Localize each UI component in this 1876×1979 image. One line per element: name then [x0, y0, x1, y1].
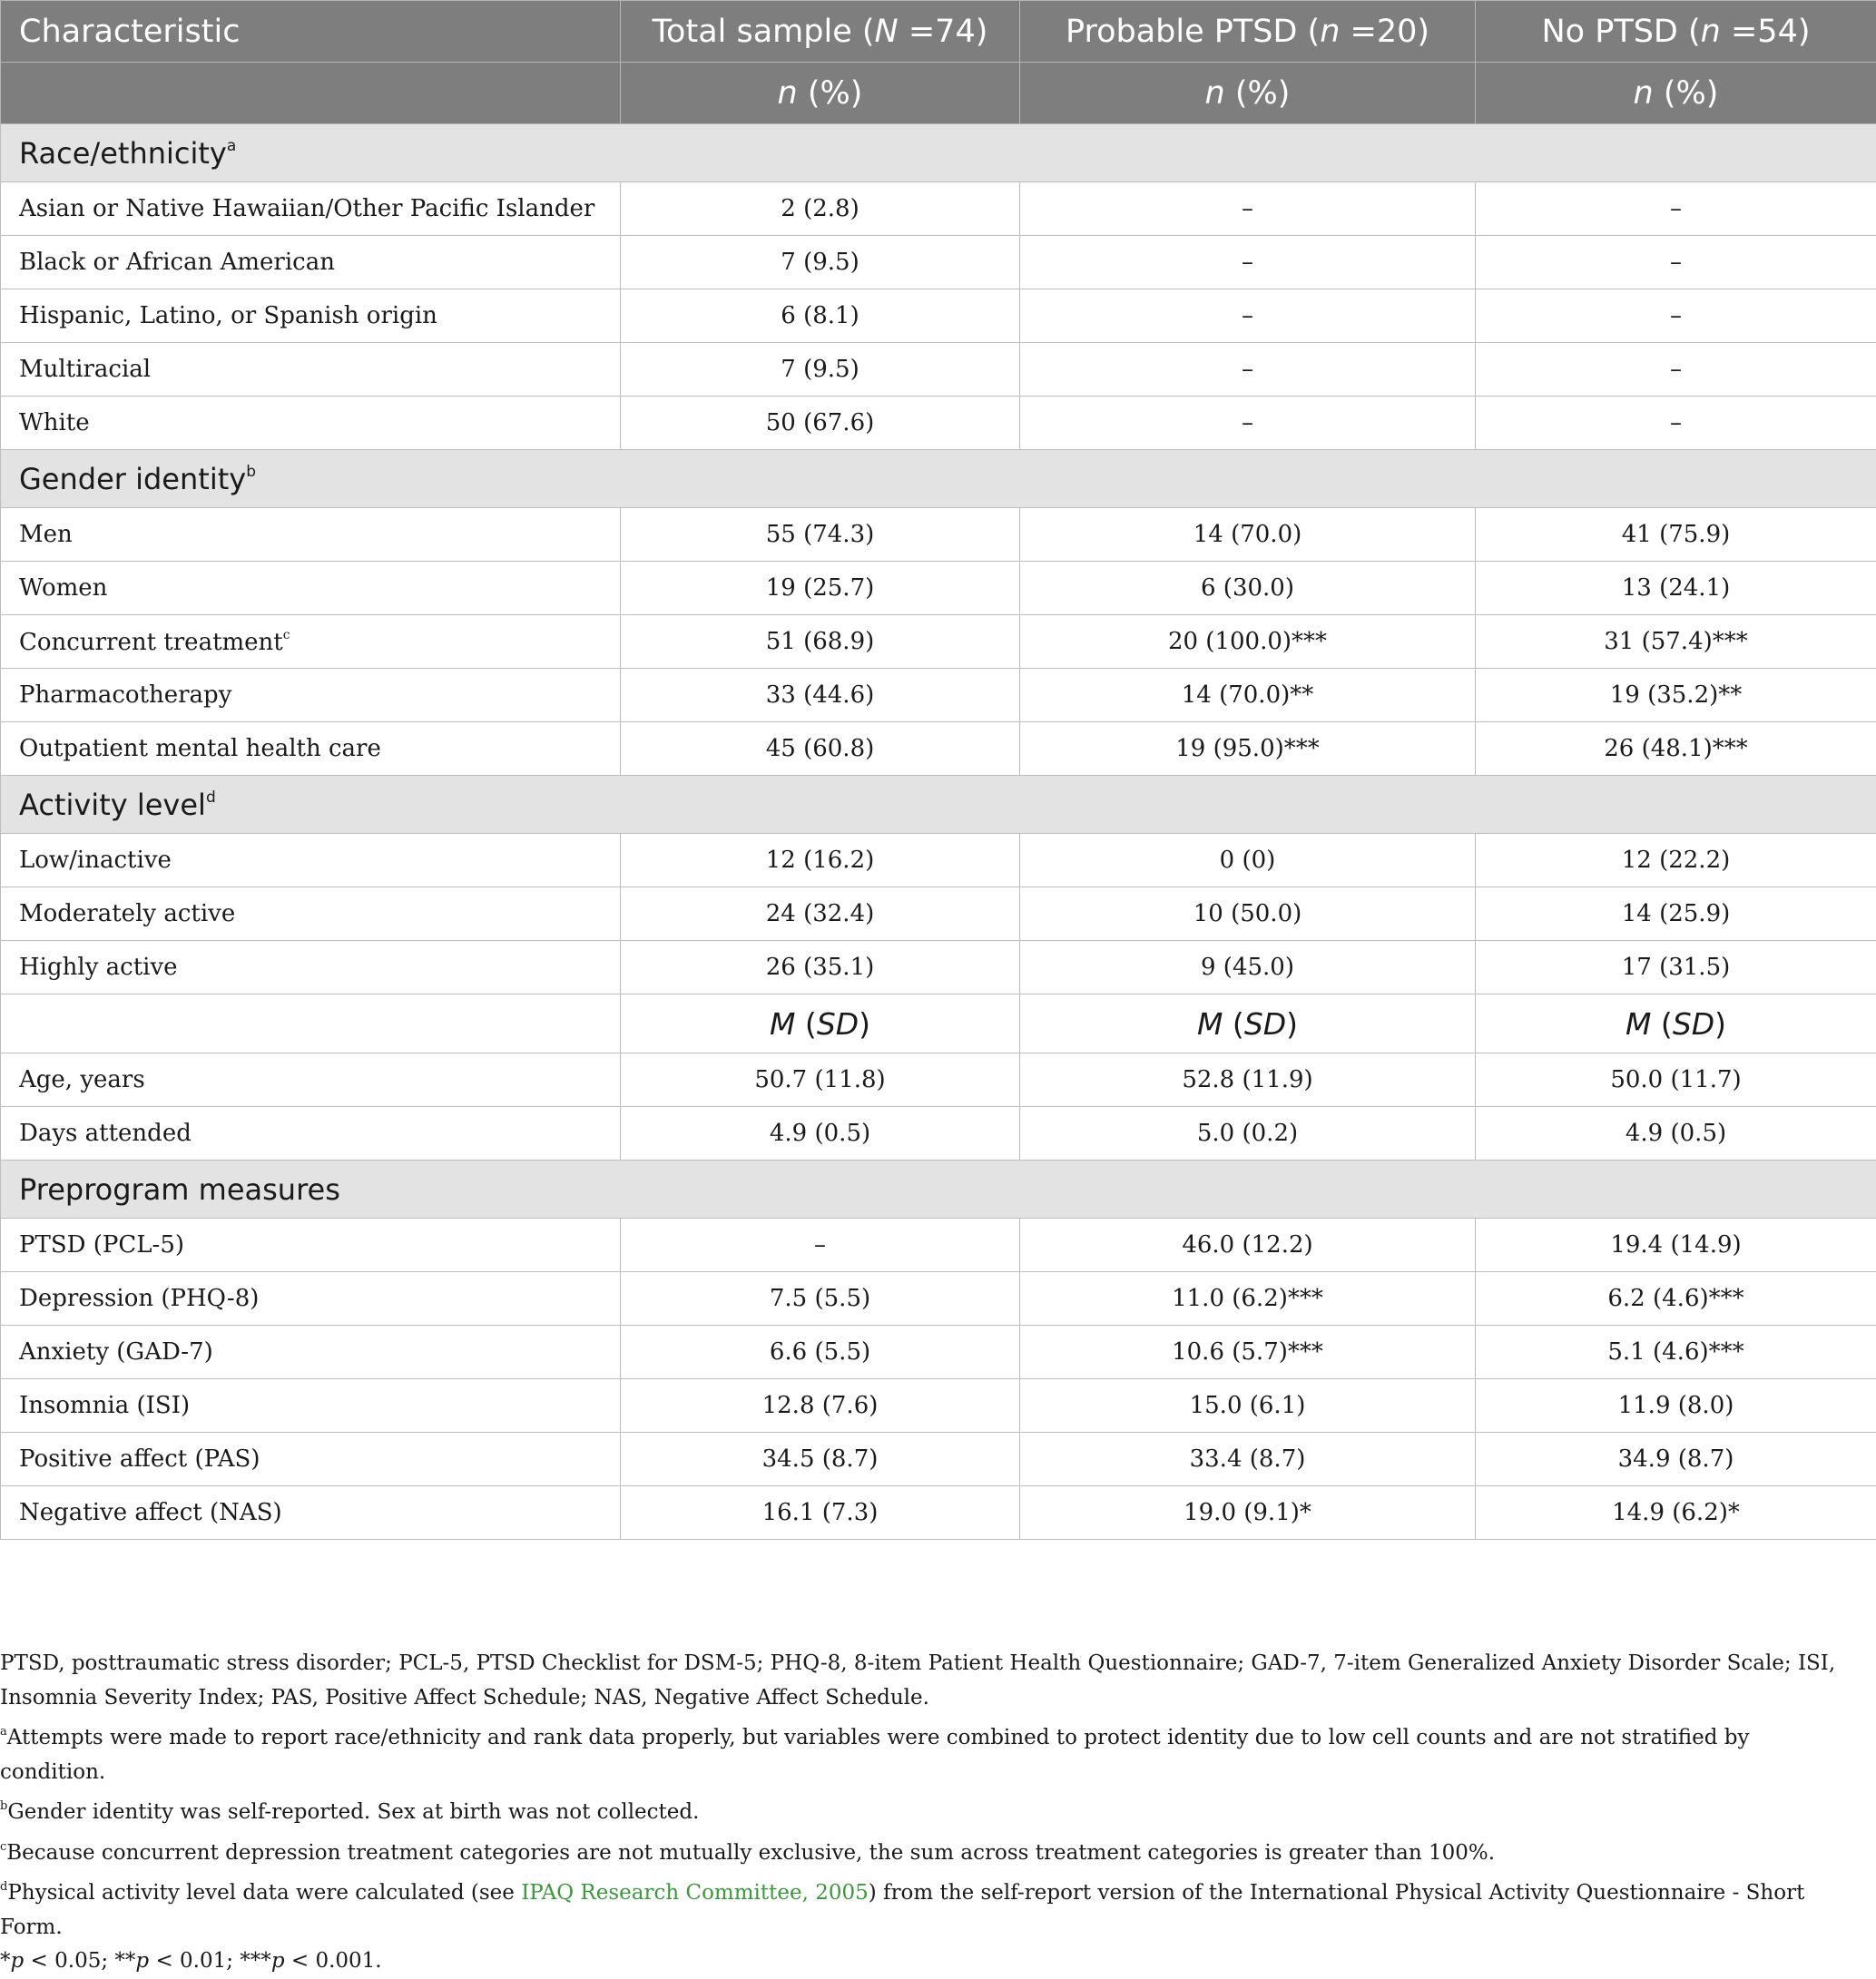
subheader-cell: n (%)	[1476, 63, 1876, 124]
cell-no-ptsd: 17 (31.5)	[1476, 941, 1876, 994]
header-row	[1, 1, 1876, 63]
stat-symbol: n	[1320, 14, 1340, 50]
note-significance	[0, 1945, 1851, 1979]
stat-symbol: M	[1626, 1006, 1651, 1042]
cell-no-ptsd: 13 (24.1)	[1476, 562, 1876, 615]
table-row	[1, 289, 1876, 343]
cell-total: 50.7 (11.8)	[621, 1053, 1020, 1107]
cell-probable-ptsd: –	[1020, 236, 1476, 289]
cell-no-ptsd: 4.9 (0.5)	[1476, 1107, 1876, 1161]
cell-total: 26 (35.1)	[621, 941, 1020, 994]
table-row	[1, 887, 1876, 941]
counts-subheader-row	[1, 63, 1876, 124]
cell-no-ptsd: –	[1476, 397, 1876, 450]
row-label: Low/inactive	[1, 834, 621, 887]
cell-probable-ptsd: 6 (30.0)	[1020, 562, 1476, 615]
stat-symbol: N	[875, 14, 899, 50]
ipaq-reference-link[interactable]: IPAQ Research Committee, 2005	[521, 1881, 869, 1905]
stat-symbol: M	[1197, 1006, 1223, 1042]
note-marker: b	[0, 1799, 7, 1813]
cell-total: 7 (9.5)	[621, 236, 1020, 289]
subheader-cell: n (%)	[621, 63, 1020, 124]
cell-no-ptsd: 6.2 (4.6)***	[1476, 1272, 1876, 1326]
cell-total: 19 (25.7)	[621, 562, 1020, 615]
cell-probable-ptsd: 33.4 (8.7)	[1020, 1433, 1476, 1486]
means-subheader-row	[1, 994, 1876, 1053]
cell-probable-ptsd: 15.0 (6.1)	[1020, 1379, 1476, 1433]
cell-no-ptsd: 19.4 (14.9)	[1476, 1219, 1876, 1272]
cell-total: 6 (8.1)	[621, 289, 1020, 343]
table-row	[1, 343, 1876, 397]
stat-symbol: SD	[1244, 1006, 1286, 1042]
row-label: PTSD (PCL-5)	[1, 1219, 621, 1272]
cell-probable-ptsd: 5.0 (0.2)	[1020, 1107, 1476, 1161]
subheader-empty	[1, 63, 621, 124]
cell-total: 6.6 (5.5)	[621, 1326, 1020, 1379]
note-marker: d	[0, 1880, 7, 1894]
cell-no-ptsd: 41 (75.9)	[1476, 508, 1876, 562]
footnote-marker: d	[206, 789, 216, 807]
cell-no-ptsd: 34.9 (8.7)	[1476, 1433, 1876, 1486]
table-notes	[0, 1647, 1851, 1979]
stat-symbol: p	[271, 1949, 285, 1973]
footnote-marker: c	[283, 628, 290, 642]
cell-no-ptsd: 14.9 (6.2)*	[1476, 1486, 1876, 1540]
row-label: Asian or Native Hawaiian/Other Pacific Islander	[1, 182, 621, 236]
cell-no-ptsd: 12 (22.2)	[1476, 834, 1876, 887]
stat-symbol: p	[11, 1949, 25, 1973]
footnote-marker: a	[227, 137, 236, 155]
cell-total: 12 (16.2)	[621, 834, 1020, 887]
column-header-1: Total sample (N =74)	[621, 1, 1020, 63]
row-label: Positive affect (PAS)	[1, 1433, 621, 1486]
table-row	[1, 1379, 1876, 1433]
row-label: Anxiety (GAD-7)	[1, 1326, 621, 1379]
note-abbreviations: PTSD, posttraumatic stress disorder; PCL-5, PTSD Checklist for DSM-5; PHQ-8, 8-item Patient Health Questionnaire; GAD-7, 7-item Generalized Anxiety Disorder Scale; ISI, Insomnia Severity Index; PAS, Positive Affect Schedule; NAS, Negative Affect Schedule.	[0, 1647, 1851, 1715]
table-row	[1, 397, 1876, 450]
cell-total: 12.8 (7.6)	[621, 1379, 1020, 1433]
column-header-3: No PTSD (n =54)	[1476, 1, 1876, 63]
cell-probable-ptsd: 10 (50.0)	[1020, 887, 1476, 941]
cell-total: 50 (67.6)	[621, 397, 1020, 450]
row-label: Black or African American	[1, 236, 621, 289]
note-b: $^b$Gender identity was self-reported. Sex at birth was not collected.	[0, 1789, 1851, 1830]
table-row	[1, 834, 1876, 887]
table-row	[1, 1486, 1876, 1540]
row-label: Multiracial	[1, 343, 621, 397]
section-row	[1, 776, 1876, 834]
significance-text: *p < 0.05; **p < 0.01; ***p < 0.001.	[0, 1949, 382, 1973]
cell-total: 51 (68.9)	[621, 615, 1020, 669]
subheader-cell: n (%)	[1020, 63, 1476, 124]
cell-total: 34.5 (8.7)	[621, 1433, 1020, 1486]
cell-probable-ptsd: 14 (70.0)	[1020, 508, 1476, 562]
table-row	[1, 1433, 1876, 1486]
row-label: White	[1, 397, 621, 450]
table-row	[1, 236, 1876, 289]
cell-no-ptsd: 14 (25.9)	[1476, 887, 1876, 941]
note-a: $^a$Attempts were made to report race/ethnicity and rank data properly, but variables were combined to protect identity due to low cell counts and are not stratified by condition.	[0, 1715, 1851, 1789]
table-row	[1, 1053, 1876, 1107]
cell-no-ptsd: –	[1476, 289, 1876, 343]
subheader-empty	[1, 994, 621, 1053]
cell-no-ptsd: 26 (48.1)***	[1476, 722, 1876, 776]
stat-symbol: n	[1205, 75, 1225, 112]
section-row	[1, 124, 1876, 182]
cell-probable-ptsd: 46.0 (12.2)	[1020, 1219, 1476, 1272]
cell-probable-ptsd: 9 (45.0)	[1020, 941, 1476, 994]
table-row	[1, 1219, 1876, 1272]
cell-no-ptsd: –	[1476, 343, 1876, 397]
note-marker: c	[0, 1840, 6, 1854]
section-row	[1, 1161, 1876, 1219]
row-label: Pharmacotherapy	[1, 669, 621, 722]
section-title: Preprogram measures	[1, 1161, 1876, 1219]
table-row	[1, 669, 1876, 722]
cell-probable-ptsd: –	[1020, 289, 1476, 343]
cell-total: 7 (9.5)	[621, 343, 1020, 397]
cell-probable-ptsd: 10.6 (5.7)***	[1020, 1326, 1476, 1379]
cell-total: 55 (74.3)	[621, 508, 1020, 562]
row-label: Outpatient mental health care	[1, 722, 621, 776]
column-header-2: Probable PTSD (n =20)	[1020, 1, 1476, 63]
cell-total: 2 (2.8)	[621, 182, 1020, 236]
stat-symbol: SD	[817, 1006, 859, 1042]
cell-no-ptsd: 31 (57.4)***	[1476, 615, 1876, 669]
row-label: Negative affect (NAS)	[1, 1486, 621, 1540]
row-label: Days attended	[1, 1107, 621, 1161]
note-d: $^d$Physical activity level data were calculated (see IPAQ Research Committee, 2005) from the self-report version of the International Physical Activity Questionnaire - Short Form.	[0, 1870, 1851, 1945]
cell-probable-ptsd: 14 (70.0)**	[1020, 669, 1476, 722]
footnote-marker: b	[246, 463, 256, 481]
table-row	[1, 182, 1876, 236]
row-label: Men	[1, 508, 621, 562]
cell-probable-ptsd: 20 (100.0)***	[1020, 615, 1476, 669]
cell-no-ptsd: 5.1 (4.6)***	[1476, 1326, 1876, 1379]
row-label: Moderately active	[1, 887, 621, 941]
row-label: Insomnia (ISI)	[1, 1379, 621, 1433]
cell-total: 24 (32.4)	[621, 887, 1020, 941]
subheader-cell: M (SD)	[1020, 994, 1476, 1053]
cell-total: 45 (60.8)	[621, 722, 1020, 776]
stat-symbol: n	[778, 75, 798, 112]
note-c: $^c$Because concurrent depression treatment categories are not mutually exclusive, the sum across treatment categories is greater than 100%.	[0, 1830, 1851, 1871]
cell-total: 16.1 (7.3)	[621, 1486, 1020, 1540]
cell-probable-ptsd: 0 (0)	[1020, 834, 1476, 887]
table-row	[1, 722, 1876, 776]
section-row	[1, 450, 1876, 508]
table-row	[1, 615, 1876, 669]
stat-symbol: SD	[1673, 1006, 1714, 1042]
section-title: Activity level$^d$	[1, 776, 1876, 834]
table-row	[1, 1326, 1876, 1379]
table-body	[1, 1, 1876, 1540]
note-marker: a	[0, 1725, 7, 1739]
cell-no-ptsd: 50.0 (11.7)	[1476, 1053, 1876, 1107]
cell-probable-ptsd: 19.0 (9.1)*	[1020, 1486, 1476, 1540]
cell-total: –	[621, 1219, 1020, 1272]
table-row	[1, 941, 1876, 994]
cell-probable-ptsd: –	[1020, 343, 1476, 397]
cell-probable-ptsd: –	[1020, 182, 1476, 236]
stat-symbol: n	[1701, 14, 1721, 50]
cell-total: 4.9 (0.5)	[621, 1107, 1020, 1161]
row-label: Age, years	[1, 1053, 621, 1107]
column-header-0: Characteristic	[1, 1, 621, 63]
cell-no-ptsd: 19 (35.2)**	[1476, 669, 1876, 722]
cell-total: 33 (44.6)	[621, 669, 1020, 722]
table-row	[1, 508, 1876, 562]
cell-no-ptsd: –	[1476, 236, 1876, 289]
cell-total: 7.5 (5.5)	[621, 1272, 1020, 1326]
stat-symbol: n	[1634, 75, 1654, 112]
cell-probable-ptsd: 19 (95.0)***	[1020, 722, 1476, 776]
row-label: Depression (PHQ-8)	[1, 1272, 621, 1326]
row-label: Highly active	[1, 941, 621, 994]
table-row	[1, 562, 1876, 615]
stat-symbol: M	[770, 1006, 795, 1042]
table-row	[1, 1272, 1876, 1326]
subheader-cell: M (SD)	[1476, 994, 1876, 1053]
stat-symbol: p	[135, 1949, 149, 1973]
cell-probable-ptsd: –	[1020, 397, 1476, 450]
cell-no-ptsd: –	[1476, 182, 1876, 236]
cell-probable-ptsd: 52.8 (11.9)	[1020, 1053, 1476, 1107]
section-title: Gender identity$^b$	[1, 450, 1876, 508]
cell-probable-ptsd: 11.0 (6.2)***	[1020, 1272, 1476, 1326]
section-title: Race/ethnicity$^a$	[1, 124, 1876, 182]
table-row	[1, 1107, 1876, 1161]
row-label: Women	[1, 562, 621, 615]
subheader-cell: M (SD)	[621, 994, 1020, 1053]
cell-no-ptsd: 11.9 (8.0)	[1476, 1379, 1876, 1433]
row-label: Concurrent treatment$^c$	[1, 615, 621, 669]
row-label: Hispanic, Latino, or Spanish origin	[1, 289, 621, 343]
